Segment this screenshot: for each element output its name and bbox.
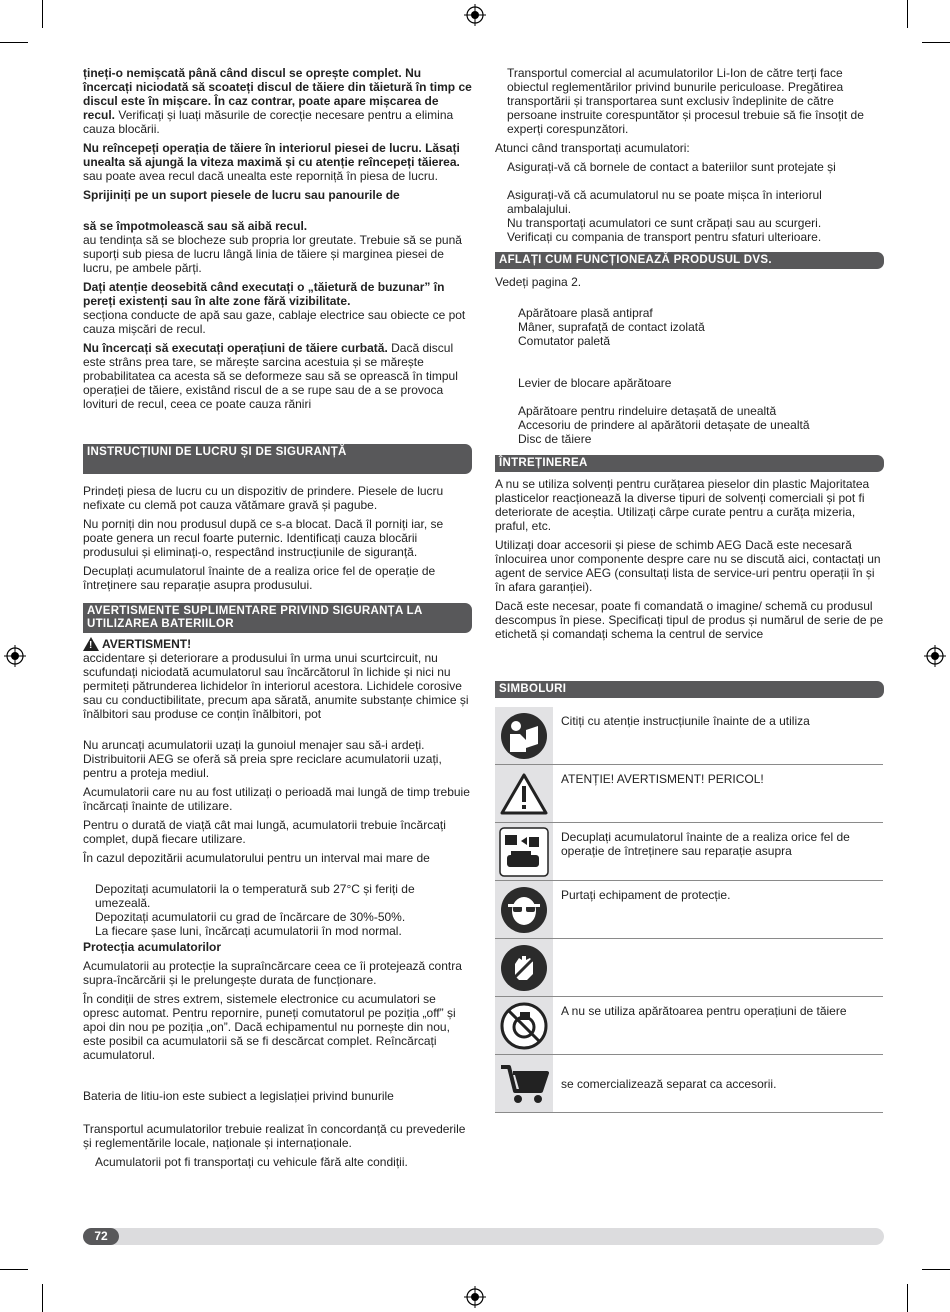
paragraph: Acumulatorii care nu au fost utilizați o perioadă mai lungă de timp trebuie încărcați înainte de utilizare. xyxy=(83,785,470,813)
symbol-description: Citiți cu atenție instrucțiunile înainte de a utiliza xyxy=(553,707,883,765)
list-item: Asigurați-vă că bornele de contact a bateriilor sunt protejate și xyxy=(507,160,836,174)
footer-bar xyxy=(83,1228,884,1245)
page-number: 72 xyxy=(83,1228,119,1245)
section-heading: SIMBOLURI xyxy=(495,681,884,698)
section-heading: AVERTISMENTE SUPLIMENTARE PRIVIND SIGURANȚA LA UTILIZAREA BATERIILOR xyxy=(83,603,472,633)
registration-mark-icon xyxy=(4,645,26,667)
paragraph: Acumulatorii au protecție la supraîncărcare ceea ce îi protejează contra supra-încărcării și le prelungește durata de funcționare. xyxy=(83,959,462,987)
list-item: Transportul comercial al acumulatorilor Li-Ion de către terți face obiectul reglementărilor privind bunurile periculoase. Pregătirea transportării și transportarea sunt exclusiv îndeplinite de către persoane instruite corespuntător și procesul trebuie să fie însoțit de experți corespunzători. xyxy=(507,66,864,136)
warning-label: ! AVERTISMENT! xyxy=(83,637,472,651)
paragraph: În cazul depozitării acumulatorului pentru un interval mai mare de xyxy=(83,851,430,865)
section-heading: INSTRUCȚIUNI DE LUCRU ȘI DE SIGURANȚĂ xyxy=(83,444,472,474)
paragraph: Atunci când transportați acumulatori: xyxy=(495,141,690,155)
paragraph: accidentare și deteriorare a produsului în urma unui scurtcircuit, nu scufundați niciodată acumulatorul sau încărcătorul în lichide și nici nu permiteți pătrunderea lichidelor în interiorul acestora. Lichidele corosive sau cu conductibilitate, precum apa sărată, anumite substanțe chimice și înălbitori sau produse ce conțin înălbitori, pot xyxy=(83,651,469,721)
part-list-item: Disc de tăiere xyxy=(518,432,592,446)
part-list-item: Levier de blocare apărătoare xyxy=(518,376,672,390)
table-row xyxy=(495,1055,883,1113)
table-row xyxy=(495,765,883,823)
paragraph: Bateria de litiu-ion este subiect a legislației privind bunurile xyxy=(83,1089,394,1103)
crop-mark xyxy=(42,1284,43,1312)
paragraph: țineți-o nemișcată până când discul se oprește complet. Nu încercați niciodată să scoateți discul de tăiere din tăietură în timp ce discul este în mișcare. În caz contrar, poate apare mișcarea de recul. Verificați și luați măsurile de corecție necesare pentru a elimina cauza blocării. xyxy=(83,66,472,136)
paragraph: A nu se utiliza solvenți pentru curățarea pieselor din plastic Majoritatea plasticelor reacționează la diverse tipuri de solvenți comerciali și pot fi deteriorate de aceștia. Utilizați cârpe curate pentru a curăța mizeria, praful, etc. xyxy=(495,477,870,533)
part-list-item: Mâner, suprafață de contact izolată xyxy=(518,320,705,334)
right-column xyxy=(495,66,884,1113)
section-heading: ÎNTREȚINEREA xyxy=(495,455,884,472)
hand-protection-icon xyxy=(500,944,548,992)
crop-mark xyxy=(0,1269,28,1270)
symbol-description xyxy=(553,939,883,997)
table-row xyxy=(495,707,883,765)
paragraph: Nu încercați să executați operațiuni de tăiere curbată. Dacă discul este strâns prea tare, se mărește sarcina acestuia și se mărește probabilitatea ca acesta să se deformeze sau să se oprească în timpul operației de tăiere, existând riscul de a se rupe sau de a se provoca lovituri de recul, ceea ce poate cauza răniri xyxy=(83,341,458,411)
table-row xyxy=(495,881,883,939)
list-item: Nu transportați acumulatori ce sunt crăpați sau au scurgeri. xyxy=(507,216,822,230)
list-item: Verificați cu compania de transport pentru sfaturi ulterioare. xyxy=(507,230,822,244)
registration-mark-icon xyxy=(464,4,486,26)
symbol-description: se comercializează separat ca accesorii. xyxy=(553,1055,883,1113)
crop-mark xyxy=(907,0,908,28)
remove-battery-icon xyxy=(499,827,549,877)
left-column xyxy=(83,66,472,1169)
paragraph: Decuplați acumulatorul înainte de a realiza orice fel de operație de întreținere sau reparație asupra produsului. xyxy=(83,564,436,592)
symbols-table xyxy=(495,707,883,1113)
crop-mark xyxy=(907,1284,908,1312)
paragraph: Prindeți piesa de lucru cu un dispozitiv de prindere. Piesele de lucru nefixate cu clemă pot cauza vătămare gravă și pagube. xyxy=(83,484,444,512)
symbol-description: Purtați echipament de protecție. xyxy=(553,881,883,939)
section-heading: AFLAȚI CUM FUNCȚIONEAZĂ PRODUSUL DVS. xyxy=(495,252,884,269)
part-list-item: Apărătoare plasă antipraf xyxy=(518,306,653,320)
paragraph: Transportul acumulatorilor trebuie realizat în concordanță cu prevederile și reglementările locale, naționale și internaționale. xyxy=(83,1122,466,1150)
paragraph: Sprijiniți pe un suport piesele de lucru sau panourile de xyxy=(83,188,400,202)
list-item: Depozitați acumulatorii cu grad de încărcare de 30%-50%. xyxy=(95,910,406,924)
paragraph: să se împotmolească sau să aibă recul. au tendința să se blocheze sub propria lor greutate. Trebuie să se pună suporți sub piesa de lucru lângă linia de tăiere și marginea piesei de lucru, pe ambele părți. xyxy=(83,219,462,275)
paragraph: Dacă este necesar, poate fi comandată o imagine/ schemă cu produsul descompus în piese. Specificați tipul de produs și numărul de serie de pe etichetă și comandați schema la centrul de service xyxy=(495,599,884,641)
table-row xyxy=(495,939,883,997)
subheading: Protecția acumulatorilor xyxy=(83,940,222,954)
table-row xyxy=(495,823,883,881)
crop-mark xyxy=(42,0,43,28)
paragraph: În condiții de stres extrem, sistemele electronice cu acumulatori se opresc automat. Pentru repornire, puneți comutatorul pe poziția „off” și apoi din nou pe poziția „on”. Dacă echipamentul nu pornește din nou, este posibil ca acumulatorii să se fi descărcat complet. Reîncărcați acumulatorul. xyxy=(83,992,456,1062)
list-item: Acumulatorii pot fi transportați cu vehicule fără alte condiții. xyxy=(95,1155,408,1169)
crop-mark xyxy=(922,42,950,43)
list-item: Asigurați-vă că acumulatorul nu se poate mișca în interiorul ambalajului. xyxy=(507,188,822,216)
registration-mark-icon xyxy=(924,645,946,667)
crop-mark xyxy=(922,1269,950,1270)
warning-triangle-icon xyxy=(83,637,99,651)
part-list-item: Comutator paletă xyxy=(518,334,611,348)
paragraph: Dați atenție deosebită când executați o „tăietură de buzunar” în pereți existenți sau în alte zone fără vizibilitate. secționa conducte de apă sau gaze, cablaje electrice sau obiecte ce pot cauza mișcări de recul. xyxy=(83,280,466,336)
registration-mark-icon xyxy=(464,1286,486,1308)
crop-mark xyxy=(0,42,28,43)
read-manual-icon xyxy=(500,712,548,760)
symbol-description: A nu se utiliza apărătoarea pentru operațiuni de tăiere xyxy=(553,997,883,1055)
no-cutting-guard-icon xyxy=(500,1002,548,1050)
symbol-description: ATENȚIE! AVERTISMENT! PERICOL! xyxy=(553,765,883,823)
list-item: Depozitați acumulatorii la o temperatură sub 27°C și feriți de umezeală. xyxy=(95,882,415,910)
paragraph: Nu porniți din nou produsul după ce s-a blocat. Dacă îl porniți iar, se poate genera un recul foarte puternic. Identificați cauza blocării produsului și eliminați-o, respectând instrucțiunile de siguranță. xyxy=(83,517,444,559)
paragraph: Nu reîncepeți operația de tăiere în interiorul piesei de lucru. Lăsați unealta să ajungă la viteza maximă și cu atenție reîncepeți tăierea. sau poate avea recul dacă unealta este reporniță în piesa de lucru. xyxy=(83,141,460,183)
paragraph: Pentru o durată de viață cât mai lungă, acumulatorii trebuie încărcați complet, după fiecare utilizare. xyxy=(83,818,446,846)
paragraph: Utilizați doar accesorii și piese de schimb AEG Dacă este necesară înlocuirea unor componente despre care nu se discută aici, contactați un agent de service AEG (consultați lista de service-uri pentru operații în și în afara garanției). xyxy=(495,538,881,594)
warning-triangle-icon xyxy=(500,772,548,816)
part-list-item: Apărătoare pentru rindeluire detașată de unealtă xyxy=(518,404,777,418)
paragraph: Vedeți pagina 2. xyxy=(495,275,582,289)
table-row xyxy=(495,997,883,1055)
symbol-description: Decuplați acumulatorul înainte de a realiza orice fel de operație de întreținere sau reparație asupra xyxy=(553,823,883,881)
list-item: La fiecare șase luni, încărcați acumulatorii în mod normal. xyxy=(95,924,402,938)
paragraph: Nu aruncați acumulatorii uzați la gunoiul menajer sau să-i ardeți. Distribuitorii AEG se oferă să preia spre reciclare acumulatorii uzați, pentru a proteja mediul. xyxy=(83,738,442,780)
part-list-item: Accesoriu de prindere al apărătorii detașate de unealtă xyxy=(518,418,810,432)
shopping-cart-icon xyxy=(499,1063,549,1105)
protective-equipment-icon xyxy=(500,886,548,934)
